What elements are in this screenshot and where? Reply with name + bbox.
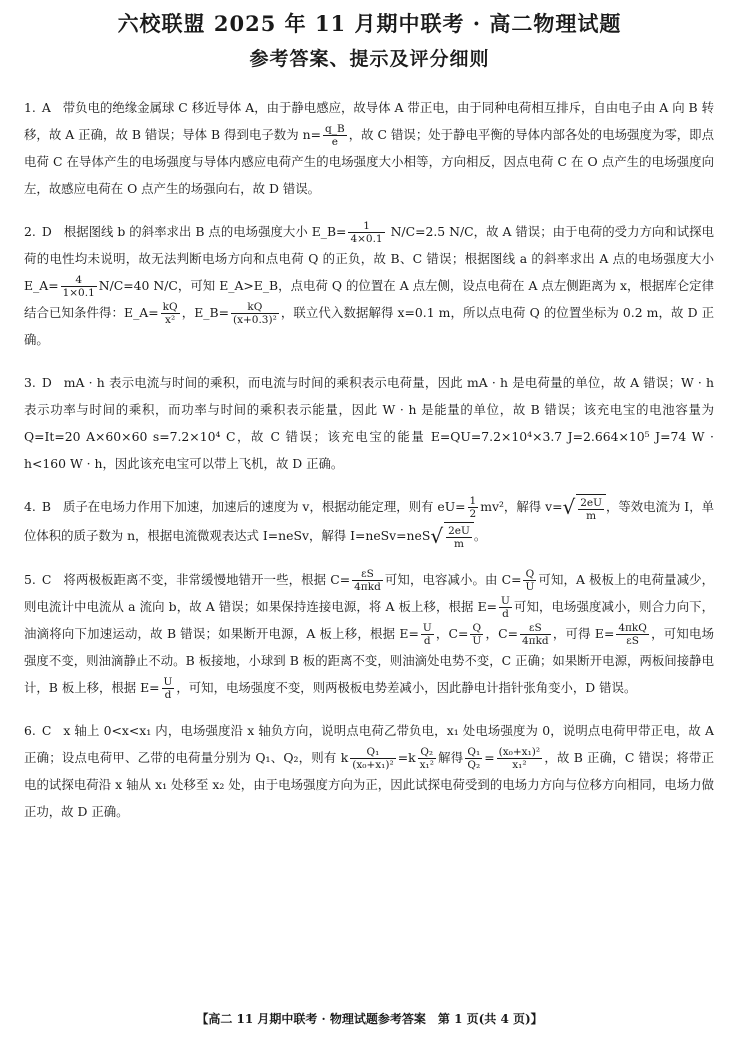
fraction xyxy=(162,676,175,701)
answer-item-6 xyxy=(24,717,714,825)
page-subtitle: 参考答案、提示及评分细则 xyxy=(249,48,490,70)
fraction-numerator: 1 xyxy=(348,220,384,233)
fraction xyxy=(465,746,482,771)
answer-text: = xyxy=(484,750,495,765)
fraction-denominator: 2 xyxy=(469,508,477,520)
answer-choice: D xyxy=(41,375,52,390)
answer-text: 可知，电场强度减小，则合力向下，油滴将向下加速运动，故 B 错误；如果断开电源，A 板上移，根据 E= xyxy=(24,599,715,641)
fraction-numerator: 4 xyxy=(61,274,97,287)
fraction xyxy=(470,622,483,647)
answer-text: 根据图线 b 的斜率求出 B 点的电场强度大小 E_B= xyxy=(63,224,347,239)
fraction-denominator: 4πkd xyxy=(521,635,549,647)
fraction-numerator: U xyxy=(163,676,173,688)
answer-number: 1. xyxy=(24,100,36,115)
fraction-numerator: εS xyxy=(352,568,383,581)
answer-choice: D xyxy=(41,224,52,239)
sqrt-icon: √ xyxy=(562,495,576,519)
answer-text: ，E_B= xyxy=(181,305,229,320)
fraction-numerator: 2eU xyxy=(448,525,470,537)
fraction xyxy=(446,525,472,550)
answer-text: ，可知电场强度不变，则油滴静止不动。B 板接地，小球到 B 板的距离不变，则油滴处电势不变，C 正确；如果断开电源，两板间接静电计，B 板上移，根据 E= xyxy=(24,626,714,695)
answer-text: 将两极板距离不变，非常缓慢地错开一些，根据 C= xyxy=(63,572,351,587)
page-footer: 【高二 11 月期中联考 · 物理试题参考答案 第 1 页(共 4 页)】 xyxy=(196,1012,543,1026)
fraction-numerator: U xyxy=(422,622,432,634)
fraction-denominator: U xyxy=(472,635,482,647)
answer-text: mA · h 表示电流与时间的乘积，而电流与时间的乘积表示电荷量，因此 mA · h 是电荷量的单位，故 A 错误；W · h 表示功率与时间的乘积，而功率与时间的乘积表示能量，因此 W · h 是能量的单位，故 B 错误；该充电宝的电池容量为 Q=It=20 A×60×60 s=7.2×10⁴ C，故 C 错误；该充电宝的能量 E=QU=7.2×10⁴×3.7 J=2.664×10⁵ J=74 W · h<160 W · h，因此该充电宝可以带上飞机，故 D 正确。 xyxy=(24,375,714,471)
fraction-denominator: Q₂ xyxy=(467,759,481,771)
answer-text: ，故 C 错误；处于静电平衡的导体内部各处的电场强度为零，即点电荷 C 在导体产生的电场强度与导体内感应电荷产生的电场强度大小相等，方向相反，因点电荷 C 在 O 点产生的电场强度向左，故感应电荷在 O 点产生的场强向右，故 D 错误。 xyxy=(24,127,714,196)
answer-number: 6. xyxy=(24,723,36,738)
answer-text: 质子在电场力作用下加速，加速后的速度为 v，根据动能定理，则有 eU= xyxy=(62,499,466,514)
fraction-numerator: 4πkQ xyxy=(618,622,647,634)
fraction-denominator: m xyxy=(453,538,464,550)
fraction-denominator: d xyxy=(423,635,431,647)
fraction xyxy=(61,274,97,299)
fraction-numerator: (x₀+x₁)² xyxy=(498,746,541,758)
fraction xyxy=(418,746,436,771)
answer-text: N/C=40 N/C，可知 E_A>E_B，点电荷 Q 的位置在 A 点左侧，设点电荷在 A 点左侧距离为 x，根据库仑定律结合已知条件得：E_A= xyxy=(24,278,714,320)
answer-text: =k xyxy=(397,750,416,765)
answer-text: ，等效电流为 I，单位体积的质子数为 n，根据电流微观表达式 I=neSv，解得 I=neSv=neS xyxy=(24,499,714,543)
fraction-numerator: Q xyxy=(523,568,536,581)
answer-text: ，故 B 正确，C 错误；将带正电的试探电荷沿 x 轴从 x₁ 处移至 x₂ 处，由于电场强度方向为正，因此试探电荷受到的电场力方向与位移方向相同，电场力做正功，故 D 正确。 xyxy=(24,750,715,819)
fraction-denominator: m xyxy=(586,509,597,522)
answer-text: 可知，A 极板上的电荷量减少，则电流计中电流从 a 流向 b，故 A 错误；如果保持连接电源，将 A 板上移，根据 E= xyxy=(24,572,714,614)
fraction xyxy=(468,495,479,520)
sqrt-icon: √ xyxy=(430,523,444,548)
answer-text: 带负电的绝缘金属球 C 移近导体 A，由于静电感应，故导体 A 带正电，由于同种电荷相互排斥，自由电子由 A 向 B 转移，故 A 正确，故 B 错误；导体 B 得到电子数为 n= xyxy=(24,100,714,142)
answer-number: 5. xyxy=(24,572,36,587)
answer-number: 4. xyxy=(24,499,36,514)
fraction-numerator: kQ xyxy=(231,301,279,314)
sqrt-radicand xyxy=(576,494,606,522)
answer-text: ，C= xyxy=(485,626,518,641)
fraction xyxy=(352,568,383,593)
answer-item-5 xyxy=(24,566,714,701)
answer-item-4 xyxy=(24,493,714,550)
answer-choice: A xyxy=(41,100,51,115)
answer-choice: C xyxy=(41,572,52,587)
answer-text: 。 xyxy=(473,527,487,543)
answer-item-1 xyxy=(24,94,714,202)
fraction-numerator: Q₂ xyxy=(418,746,436,759)
answer-text: x 轴上 0<x<x₁ 内，电场强度沿 x 轴负方向，说明点电荷乙带负电，x₁ 处电场强度为 0，说明点电荷甲带正电，故 A 正确；设点电荷甲、乙带的电荷量分别为 Q₁、Q₂，则有 k xyxy=(24,723,714,765)
fraction-denominator: (x+0.3)² xyxy=(232,314,277,326)
answer-number: 3. xyxy=(24,375,36,390)
fraction-denominator: 4×0.1 xyxy=(350,233,383,245)
fraction xyxy=(421,622,434,647)
answer-text: N/C=2.5 N/C，故 A 错误；由于电荷的受力方向和试探电荷的电性均未说明，故无法判断电场方向和点电荷 Q 的正负，故 B、C 错误；根据图线 a 的斜率求出 A 点的电场强度大小 E_A= xyxy=(24,224,714,293)
fraction xyxy=(578,497,604,522)
fraction-numerator: 1 xyxy=(469,495,477,507)
fraction-numerator: q_B xyxy=(324,123,345,135)
answer-text: ，联立代入数据解得 x=0.1 m，所以点电荷 Q 的位置坐标为 0.2 m，故 D 正确。 xyxy=(24,305,714,347)
answer-list xyxy=(24,94,714,841)
fraction-denominator: x₁² xyxy=(419,759,434,771)
fraction-denominator: x² xyxy=(165,314,176,326)
answer-text: ，可知，电场强度不变，则两极板电势差减小，因此静电计指针张角变小，D 错误。 xyxy=(176,680,637,695)
answer-item-2 xyxy=(24,218,714,353)
sqrt-radicand xyxy=(444,522,474,550)
answer-text: ，C= xyxy=(435,626,469,641)
fraction xyxy=(231,301,279,326)
fraction xyxy=(161,301,180,326)
answer-choice: C xyxy=(41,723,52,738)
fraction-numerator: kQ xyxy=(162,301,178,313)
fraction-denominator: (x₀+x₁)² xyxy=(352,759,394,771)
fraction xyxy=(497,746,542,771)
answer-text: ，可得 E= xyxy=(552,626,615,641)
fraction-numerator: Q₁ xyxy=(350,746,395,759)
fraction-numerator: 2eU xyxy=(580,496,602,509)
answer-text: 解得 xyxy=(437,750,464,765)
fraction xyxy=(323,123,347,148)
fraction-denominator: e xyxy=(331,136,338,148)
fraction-denominator: x₁² xyxy=(512,759,527,771)
fraction-denominator: d xyxy=(502,608,509,620)
fraction-numerator: Q xyxy=(470,622,483,635)
fraction xyxy=(499,595,512,620)
fraction-denominator: εS xyxy=(626,635,639,647)
page-title: 六校联盟 2025 年 11 月期中联考 · 高二物理试题 xyxy=(117,11,622,36)
answer-item-3 xyxy=(24,369,714,477)
fraction xyxy=(348,220,384,245)
fraction-denominator: 1×0.1 xyxy=(62,287,95,299)
fraction-denominator: 4πkd xyxy=(354,581,381,593)
fraction xyxy=(616,622,649,647)
fraction xyxy=(523,568,536,593)
fraction xyxy=(520,622,551,647)
answer-number: 2. xyxy=(24,224,36,239)
answer-text: 可知，电容减小。由 C= xyxy=(384,572,522,587)
fraction-denominator: d xyxy=(164,689,172,701)
fraction-numerator: U xyxy=(501,595,510,607)
answer-choice: B xyxy=(41,499,51,514)
answer-text: mv²，解得 v= xyxy=(480,499,563,514)
fraction-numerator: Q₁ xyxy=(467,746,481,758)
fraction xyxy=(350,746,395,771)
fraction-numerator: εS xyxy=(520,622,551,635)
fraction-denominator: U xyxy=(525,581,535,593)
